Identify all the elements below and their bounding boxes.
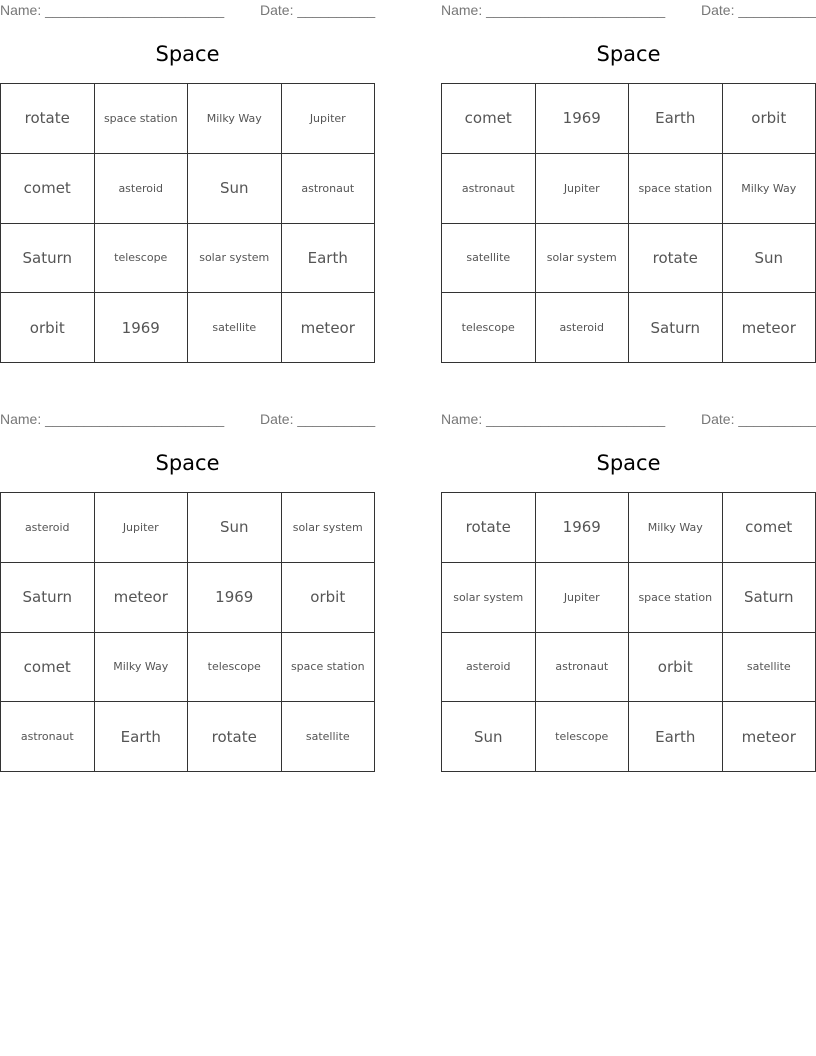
bingo-cell: solar system	[188, 224, 282, 294]
name-field: Name: _______________________	[0, 2, 225, 18]
bingo-cell: meteor	[723, 702, 816, 772]
bingo-cell: rotate	[188, 702, 282, 772]
bingo-cell: Jupiter	[536, 563, 630, 633]
card-title: Space	[155, 42, 220, 66]
bingo-cell: solar system	[282, 493, 376, 563]
bingo-cell: comet	[1, 633, 95, 703]
bingo-cell: space station	[629, 154, 723, 224]
bingo-cell: asteroid	[95, 154, 189, 224]
bingo-cell: asteroid	[1, 493, 95, 563]
bingo-cell: Jupiter	[95, 493, 189, 563]
bingo-cell: Earth	[629, 84, 723, 154]
bingo-cell: satellite	[282, 702, 376, 772]
bingo-cell: space station	[629, 563, 723, 633]
bingo-cell: telescope	[442, 293, 536, 363]
bingo-cell: Sun	[188, 493, 282, 563]
bingo-card-1	[0, 0, 375, 364]
bingo-cell: Milky Way	[95, 633, 189, 703]
bingo-cell: space station	[282, 633, 376, 703]
bingo-cell: satellite	[723, 633, 816, 703]
bingo-cell: Jupiter	[282, 84, 376, 154]
bingo-grid	[441, 492, 816, 772]
date-field: Date: __________	[701, 2, 816, 18]
card-title: Space	[596, 451, 661, 475]
bingo-card-2	[441, 0, 816, 364]
name-field: Name: _______________________	[441, 2, 666, 18]
bingo-grid	[0, 492, 375, 772]
bingo-cell: rotate	[442, 493, 536, 563]
bingo-cell: rotate	[629, 224, 723, 294]
bingo-cell: Saturn	[1, 224, 95, 294]
bingo-cell: Saturn	[723, 563, 816, 633]
bingo-cell: comet	[723, 493, 816, 563]
bingo-cell: asteroid	[536, 293, 630, 363]
bingo-cell: space station	[95, 84, 189, 154]
bingo-grid	[441, 83, 816, 363]
bingo-cell: telescope	[95, 224, 189, 294]
bingo-cell: comet	[442, 84, 536, 154]
bingo-cell: astronaut	[536, 633, 630, 703]
bingo-cell: astronaut	[442, 154, 536, 224]
bingo-card-3	[0, 409, 375, 773]
bingo-cell: Earth	[629, 702, 723, 772]
bingo-cell: orbit	[282, 563, 376, 633]
bingo-cell: meteor	[282, 293, 376, 363]
bingo-cell: asteroid	[442, 633, 536, 703]
bingo-grid	[0, 83, 375, 363]
date-field: Date: __________	[701, 411, 816, 427]
bingo-cell: rotate	[1, 84, 95, 154]
bingo-cell: solar system	[442, 563, 536, 633]
bingo-cell: telescope	[188, 633, 282, 703]
bingo-cell: 1969	[95, 293, 189, 363]
bingo-cell: astronaut	[1, 702, 95, 772]
bingo-cell: Saturn	[629, 293, 723, 363]
bingo-cell: orbit	[629, 633, 723, 703]
bingo-cell: solar system	[536, 224, 630, 294]
card-title: Space	[596, 42, 661, 66]
bingo-cell: 1969	[536, 493, 630, 563]
bingo-cell: Sun	[188, 154, 282, 224]
bingo-cell: Saturn	[1, 563, 95, 633]
date-field: Date: __________	[260, 2, 376, 18]
bingo-cell: astronaut	[282, 154, 376, 224]
bingo-cell: meteor	[95, 563, 189, 633]
bingo-cell: Sun	[723, 224, 816, 294]
bingo-cell: Milky Way	[723, 154, 816, 224]
name-field: Name: _______________________	[441, 411, 666, 427]
bingo-cell: meteor	[723, 293, 816, 363]
bingo-cell: comet	[1, 154, 95, 224]
bingo-cell: Milky Way	[629, 493, 723, 563]
date-field: Date: __________	[260, 411, 376, 427]
bingo-cell: 1969	[536, 84, 630, 154]
bingo-cell: Earth	[282, 224, 376, 294]
bingo-cell: Jupiter	[536, 154, 630, 224]
bingo-cell: orbit	[1, 293, 95, 363]
bingo-cell: telescope	[536, 702, 630, 772]
bingo-card-4	[441, 409, 816, 773]
bingo-cell: orbit	[723, 84, 816, 154]
card-title: Space	[155, 451, 220, 475]
bingo-cell: satellite	[188, 293, 282, 363]
bingo-cell: Milky Way	[188, 84, 282, 154]
bingo-cell: 1969	[188, 563, 282, 633]
name-field: Name: _______________________	[0, 411, 225, 427]
bingo-cell: Sun	[442, 702, 536, 772]
bingo-cell: satellite	[442, 224, 536, 294]
bingo-cell: Earth	[95, 702, 189, 772]
